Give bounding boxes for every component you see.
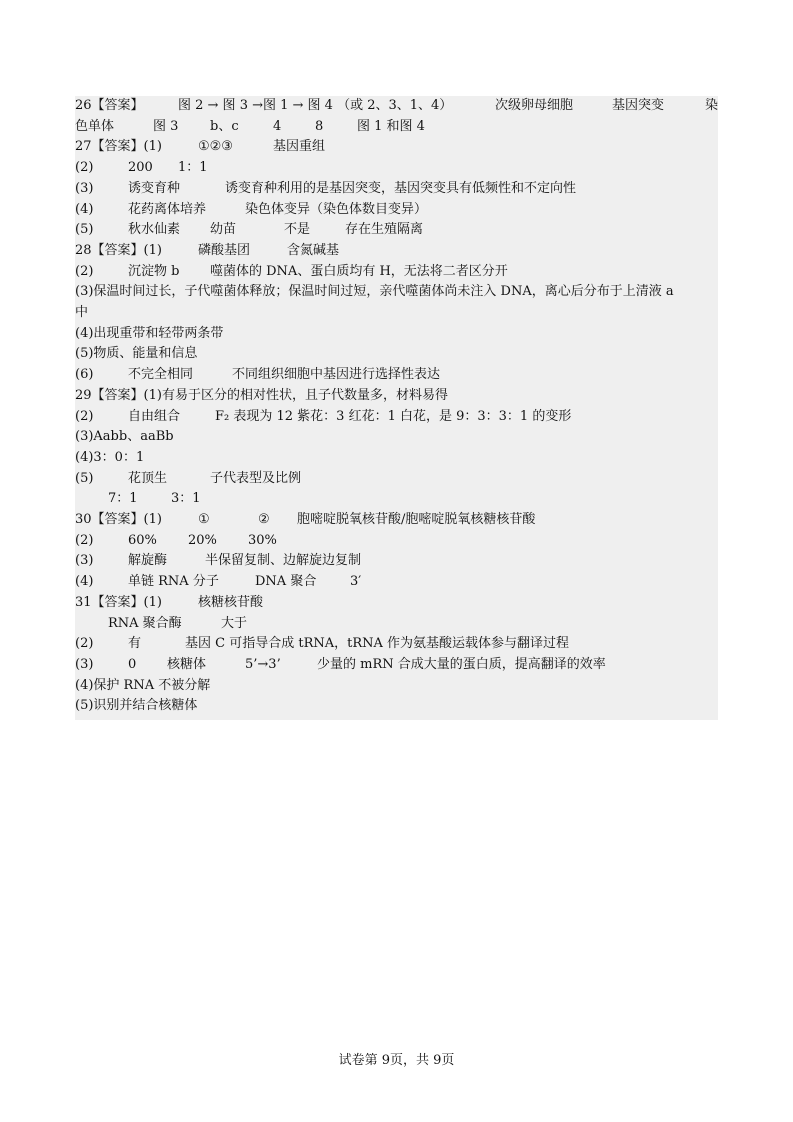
- answer-segment: 不完全相同: [128, 367, 194, 383]
- answer-segment: (3): [75, 180, 94, 196]
- answer-segment: 30%: [248, 532, 277, 548]
- answer-segment: 图 2 → 图 3 →图 1 → 图 4 （或 2、3、1、4）: [178, 98, 453, 113]
- answer-segment: ①: [198, 512, 210, 527]
- answer-segment: 胞嘧啶脱氧核苷酸/胞嘧啶脱氧核糖核苷酸: [297, 512, 536, 527]
- answer-line: [75, 96, 718, 117]
- answer-line: [75, 344, 718, 365]
- answer-segment: (2): [75, 408, 94, 424]
- answer-line: [75, 220, 718, 241]
- answer-segment: 染色体变异（染色体数目变异）: [245, 201, 428, 217]
- answer-segment: (5): [75, 222, 94, 238]
- answer-segment: F₂ 表现为 12 紫花：3 红花：1 白花，是 9：3：3：1 的变形: [215, 408, 572, 424]
- answer-segment: 解旋酶: [128, 553, 168, 569]
- answer-segment: 噬菌体的 DNA、蛋白质均有 H，无法将二者区分开: [210, 263, 508, 279]
- answer-line: [75, 179, 718, 200]
- answer-line: [75, 137, 718, 158]
- page-footer: 试卷第 9页，共 9页: [338, 1053, 455, 1068]
- answer-segment: 基因重组: [273, 139, 326, 155]
- answer-segment: 图 1 和图 4: [357, 118, 425, 134]
- answer-block: [75, 96, 718, 720]
- answer-segment: 4: [273, 118, 282, 134]
- answer-segment: 200: [128, 160, 153, 176]
- answer-segment: 大于: [221, 615, 248, 631]
- answer-segment: 核糖核苷酸: [198, 594, 264, 610]
- answer-segment: 31【答案】(1): [75, 594, 162, 610]
- answer-segment: 单链 RNA 分子: [128, 574, 219, 590]
- answer-segment: 28【答案】(1): [75, 242, 162, 258]
- answer-segment: 半保留复制、边解旋边复制: [205, 553, 362, 569]
- answer-segment: (4)3：0：1: [75, 449, 145, 465]
- answer-segment: (3): [75, 553, 94, 569]
- answer-segment: 核糖体: [167, 656, 207, 672]
- answer-segment: 幼苗: [210, 222, 237, 238]
- answer-line: [75, 469, 718, 490]
- answer-segment: 29【答案】(1)有易于区分的相对性状，且子代数量多，材料易得: [75, 387, 448, 403]
- answer-segment: 有: [128, 636, 142, 652]
- answer-segment: 7：1: [108, 491, 138, 507]
- answer-segment: 3′: [350, 574, 362, 590]
- answer-segment: 3：1: [171, 491, 201, 507]
- answer-segment: (2): [75, 636, 94, 652]
- answer-segment: 自由组合: [128, 408, 181, 424]
- answer-segment: 27【答案】(1): [75, 139, 162, 155]
- answer-line: [75, 551, 718, 572]
- answer-segment: 少量的 mRN 合成大量的蛋白质，提高翻译的效率: [317, 656, 606, 672]
- answer-segment: 20%: [188, 532, 217, 548]
- answer-line: [75, 614, 718, 635]
- answer-segment: (5): [75, 470, 94, 486]
- answer-line: [75, 572, 718, 593]
- answer-line: [75, 158, 718, 179]
- answer-segment: 诱变育种利用的是基因突变，基因突变具有低频性和不定向性: [225, 180, 577, 196]
- answer-segment: 26【答案】: [75, 98, 144, 113]
- answer-segment: ①②③: [198, 139, 233, 155]
- answer-segment: b、c: [210, 118, 239, 134]
- answer-segment: 0: [128, 656, 137, 672]
- answer-segment: 中: [75, 305, 89, 320]
- answer-segment: 60%: [128, 532, 157, 548]
- answer-line: [75, 676, 718, 697]
- answer-segment: (5)识别并结合核糖体: [75, 698, 198, 714]
- answer-line: [75, 282, 718, 303]
- answer-line: [75, 531, 718, 552]
- answer-segment: RNA 聚合酶: [108, 615, 182, 631]
- answer-segment: 磷酸基团: [198, 242, 251, 258]
- answer-line: [75, 655, 718, 676]
- answer-line: [75, 365, 718, 386]
- answer-segment: 存在生殖隔离: [345, 222, 424, 238]
- answer-line: [75, 489, 718, 510]
- answer-line: [75, 510, 718, 531]
- answer-segment: 含氮碱基: [287, 242, 340, 258]
- answer-segment: 色单体: [75, 118, 115, 134]
- answer-line: [75, 696, 718, 717]
- answer-segment: 沉淀物 b: [128, 263, 180, 279]
- answer-segment: (5)物质、能量和信息: [75, 346, 198, 362]
- answer-segment: 基因突变: [612, 98, 665, 113]
- answer-segment: (6): [75, 367, 94, 383]
- answer-segment: (4)出现重带和轻带两条带: [75, 325, 224, 341]
- answer-segment: 花药离体培养: [128, 201, 207, 217]
- answer-segment: (4): [75, 201, 94, 217]
- answer-segment: 图 3: [153, 118, 179, 134]
- answer-segment: 5’→3’: [245, 656, 281, 672]
- answer-segment: DNA 聚合: [255, 574, 317, 590]
- answer-line: [75, 386, 718, 407]
- answer-line: [75, 448, 718, 469]
- answer-segment: 8: [315, 118, 324, 134]
- answer-segment: 不同组织细胞中基因进行选择性表达: [232, 367, 441, 383]
- answer-line: [75, 324, 718, 345]
- answer-segment: 1：1: [178, 160, 208, 176]
- answer-segment: (4)保护 RNA 不被分解: [75, 677, 211, 693]
- answer-segment: 染: [705, 98, 719, 113]
- answer-segment: 诱变育种: [128, 180, 181, 196]
- answer-line: [75, 117, 718, 138]
- answer-line: [75, 303, 718, 324]
- answer-segment: 不是: [284, 222, 311, 238]
- answer-segment: 秋水仙素: [128, 222, 181, 238]
- answer-segment: 花顶生: [128, 470, 168, 486]
- answer-segment: 次级卵母细胞: [495, 98, 574, 113]
- answer-line: [75, 241, 718, 262]
- answer-segment: (3): [75, 656, 94, 672]
- answer-segment: (3)Aabb、aaBb: [75, 429, 174, 445]
- answer-segment: (2): [75, 263, 94, 279]
- answer-line: [75, 634, 718, 655]
- answer-segment: (4): [75, 574, 94, 590]
- answer-line: [75, 407, 718, 428]
- answer-segment: (3)保温时间过长，子代噬菌体释放；保温时间过短，亲代噬菌体尚未注入 DNA，离心后分布于上清液 a: [75, 284, 674, 300]
- answer-line: [75, 200, 718, 221]
- answer-line: [75, 593, 718, 614]
- answer-line: [75, 427, 718, 448]
- answer-line: [75, 262, 718, 283]
- answer-segment: (2): [75, 160, 94, 176]
- answer-segment: 基因 C 可指导合成 tRNA，tRNA 作为氨基酸运载体参与翻译过程: [185, 636, 570, 652]
- answer-segment: ②: [258, 512, 270, 527]
- answer-segment: 30【答案】(1): [75, 512, 162, 527]
- answer-segment: 子代表型及比例: [210, 470, 302, 486]
- answer-segment: (2): [75, 532, 94, 548]
